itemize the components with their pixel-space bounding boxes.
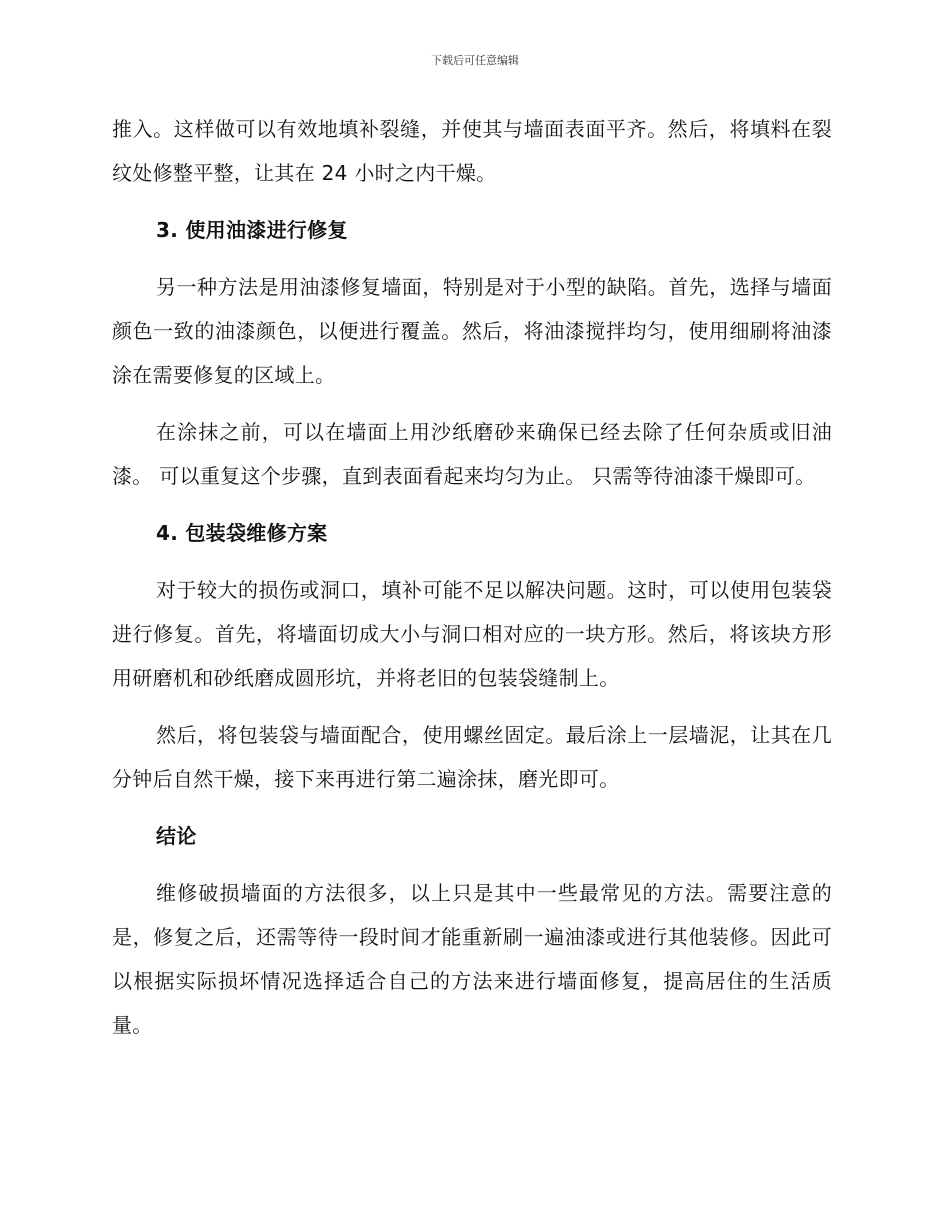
paragraph-filler-continuation: 推入。这样做可以有效地填补裂缝，并使其与墙面表面平齐。然后，将填料在裂纹处修整平整，让其在 24 小时之内干燥。	[112, 117, 832, 185]
paragraph-paint-sanding: 在涂抹之前，可以在墙面上用沙纸磨砂来确保已经去除了任何杂质或旧油漆。 可以重复这个步骤，直到表面看起来均匀为止。 只需等待油漆干燥即可。	[112, 420, 832, 488]
section-heading-conclusion: 结论	[156, 824, 197, 848]
document-body	[112, 107, 832, 1060]
paragraph-bag-method: 对于较大的损伤或洞口，填补可能不足以解决问题。这时，可以使用包装袋进行修复。首先，将墙面切成大小与洞口相对应的一块方形。然后，将该块方形用研磨机和砂纸磨成圆形坑，并将老旧的包装袋缝制上。	[112, 578, 832, 690]
paragraph-conclusion: 维修破损墙面的方法很多，以上只是其中一些最常见的方法。需要注意的是，修复之后，还需等待一段时间才能重新刷一遍油漆或进行其他装修。因此可以根据实际损坏情况选择适合自己的方法来进行墙面修复，提高居住的生活质量。	[112, 881, 832, 1037]
paragraph-paint-method: 另一种方法是用油漆修复墙面，特别是对于小型的缺陷。首先，选择与墙面颜色一致的油漆颜色，以便进行覆盖。然后，将油漆搅拌均匀，使用细刷将油漆涂在需要修复的区域上。	[112, 275, 832, 387]
page-header: 下载后可任意编辑	[431, 54, 519, 67]
section-heading-paint-repair: 3. 使用油漆进行修复	[156, 218, 348, 242]
section-heading-bag-repair: 4. 包装袋维修方案	[156, 521, 328, 545]
paragraph-bag-fixing: 然后，将包装袋与墙面配合，使用螺丝固定。最后涂上一层墙泥，让其在几分钟后自然干燥，接下来再进行第二遍涂抹，磨光即可。	[112, 723, 832, 791]
